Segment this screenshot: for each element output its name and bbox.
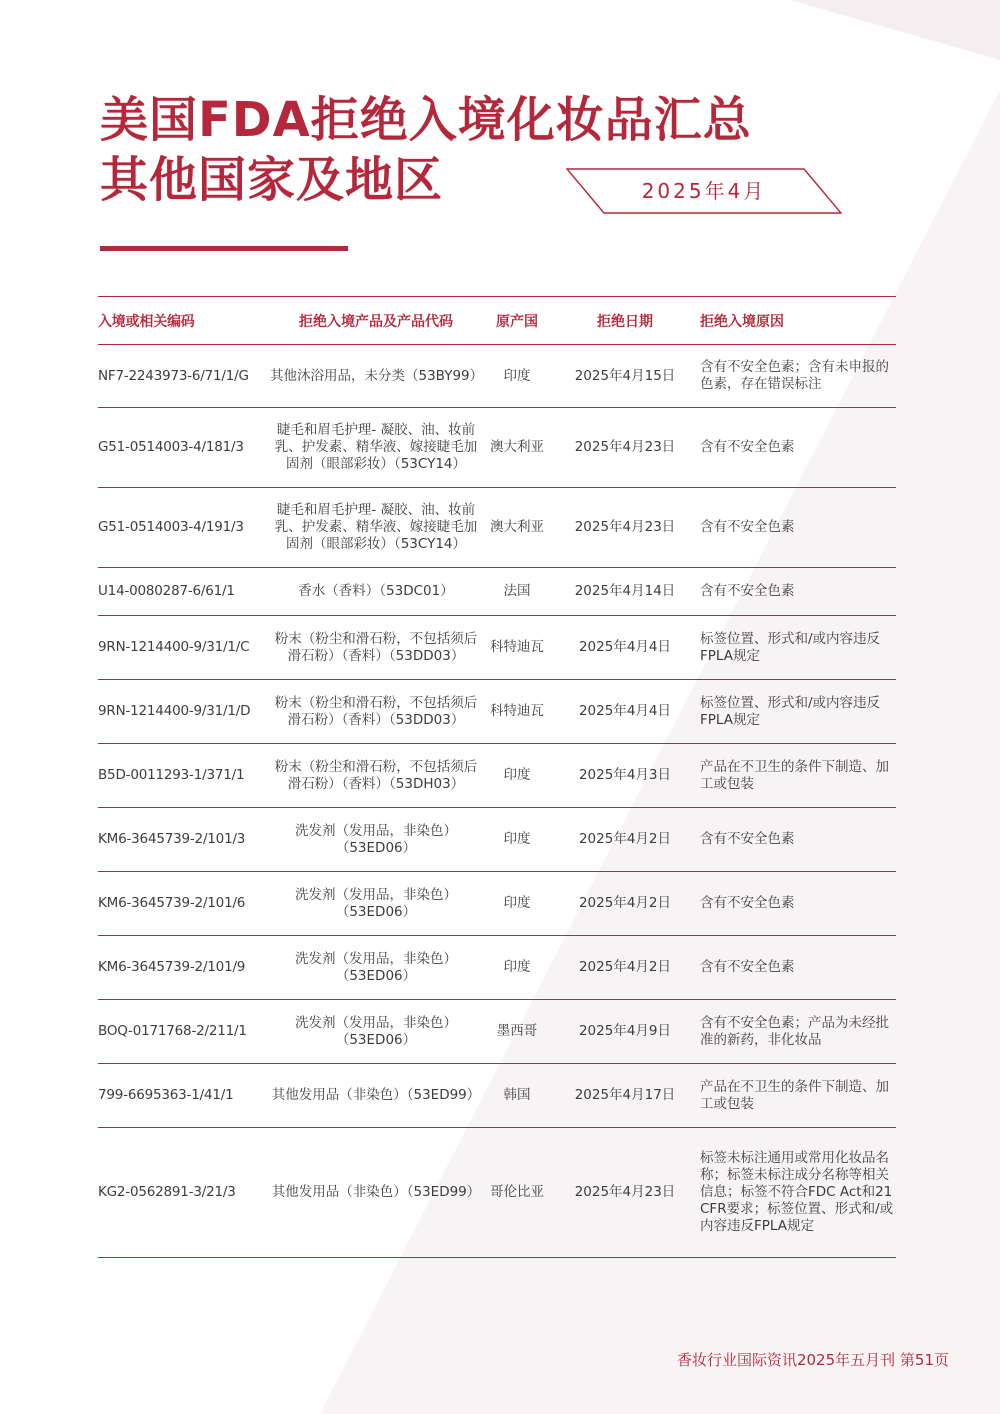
table-row — [98, 680, 896, 744]
cell-country: 韩国 — [484, 1064, 550, 1128]
cell-date: 2025年4月23日 — [550, 408, 700, 488]
cell-reason: 含有不安全色素；含有未申报的色素，存在错误标注 — [700, 345, 896, 408]
cell-code: KG2-0562891-3/21/3 — [98, 1128, 268, 1258]
cell-reason: 标签位置、形式和/或内容违反FPLA规定 — [700, 616, 896, 680]
title-underline — [100, 246, 348, 251]
cell-date: 2025年4月4日 — [550, 616, 700, 680]
cell-country: 印度 — [484, 872, 550, 936]
background-triangle-top — [790, 0, 1000, 60]
rejection-table — [98, 296, 896, 1258]
date-banner — [566, 168, 842, 214]
column-header-product: 拒绝入境产品及产品代码 — [268, 297, 484, 345]
table-row — [98, 408, 896, 488]
cell-product: 洗发剂（发用品，非染色）（53ED06） — [268, 1000, 484, 1064]
cell-code: G51-0514003-4/181/3 — [98, 408, 268, 488]
cell-reason: 含有不安全色素 — [700, 488, 896, 568]
cell-country: 科特迪瓦 — [484, 680, 550, 744]
cell-code: KM6-3645739-2/101/3 — [98, 808, 268, 872]
cell-product: 睫毛和眉毛护理- 凝胶、油、妆前乳、护发素、精华液、嫁接睫毛加固剂（眼部彩妆）（53CY14） — [268, 488, 484, 568]
table-row — [98, 872, 896, 936]
cell-country: 印度 — [484, 744, 550, 808]
cell-product: 其他沐浴用品，未分类（53BY99） — [268, 345, 484, 408]
column-header-date: 拒绝日期 — [550, 297, 700, 345]
cell-code: G51-0514003-4/191/3 — [98, 488, 268, 568]
cell-reason: 含有不安全色素 — [700, 936, 896, 1000]
cell-product: 粉末（粉尘和滑石粉，不包括须后滑石粉）（香料）（53DH03） — [268, 744, 484, 808]
cell-reason: 含有不安全色素；产品为未经批准的新药，非化妆品 — [700, 1000, 896, 1064]
cell-product: 洗发剂（发用品，非染色）（53ED06） — [268, 872, 484, 936]
table-row — [98, 488, 896, 568]
date-banner-text: 2025年4月 — [641, 179, 767, 203]
cell-date: 2025年4月15日 — [550, 345, 700, 408]
cell-product: 其他发用品（非染色）（53ED99） — [268, 1064, 484, 1128]
cell-country: 科特迪瓦 — [484, 616, 550, 680]
table-row — [98, 1000, 896, 1064]
cell-date: 2025年4月4日 — [550, 680, 700, 744]
cell-date: 2025年4月2日 — [550, 872, 700, 936]
cell-reason: 含有不安全色素 — [700, 808, 896, 872]
cell-country: 澳大利亚 — [484, 408, 550, 488]
cell-code: BOQ-0171768-2/211/1 — [98, 1000, 268, 1064]
cell-reason: 标签位置、形式和/或内容违反FPLA规定 — [700, 680, 896, 744]
table-row — [98, 568, 896, 616]
cell-code: 9RN-1214400-9/31/1/C — [98, 616, 268, 680]
cell-country: 澳大利亚 — [484, 488, 550, 568]
cell-code: KM6-3645739-2/101/6 — [98, 872, 268, 936]
cell-reason: 产品在不卫生的条件下制造、加工或包装 — [700, 744, 896, 808]
cell-product: 香水（香料）（53DC01） — [268, 568, 484, 616]
cell-code: KM6-3645739-2/101/9 — [98, 936, 268, 1000]
table-row — [98, 744, 896, 808]
column-header-code: 入境或相关编码 — [98, 297, 268, 345]
cell-date: 2025年4月2日 — [550, 936, 700, 1000]
cell-product: 洗发剂（发用品，非染色）（53ED06） — [268, 936, 484, 1000]
cell-country: 印度 — [484, 936, 550, 1000]
table-row — [98, 616, 896, 680]
cell-reason: 含有不安全色素 — [700, 408, 896, 488]
cell-date: 2025年4月14日 — [550, 568, 700, 616]
title-line-1: 美国FDA拒绝入境化妆品汇总 — [100, 92, 752, 148]
cell-code: 9RN-1214400-9/31/1/D — [98, 680, 268, 744]
cell-date: 2025年4月2日 — [550, 808, 700, 872]
table-row — [98, 1064, 896, 1128]
cell-date: 2025年4月9日 — [550, 1000, 700, 1064]
table-row — [98, 936, 896, 1000]
cell-product: 粉末（粉尘和滑石粉，不包括须后滑石粉）（香料）（53DD03） — [268, 680, 484, 744]
cell-product: 其他发用品（非染色）（53ED99） — [268, 1128, 484, 1258]
table-row — [98, 1128, 896, 1258]
cell-code: B5D-0011293-1/371/1 — [98, 744, 268, 808]
cell-country: 印度 — [484, 808, 550, 872]
title-line-2: 其他国家及地区 — [100, 152, 444, 208]
cell-date: 2025年4月23日 — [550, 1128, 700, 1258]
cell-product: 粉末（粉尘和滑石粉，不包括须后滑石粉）（香料）（53DD03） — [268, 616, 484, 680]
cell-date: 2025年4月23日 — [550, 488, 700, 568]
column-header-country: 原产国 — [484, 297, 550, 345]
table-row — [98, 345, 896, 408]
table-header-row — [98, 297, 896, 345]
cell-reason: 标签未标注通用或常用化妆品名称；标签未标注成分名称等相关信息；标签不符合FDC Act和21 CFR要求；标签位置、形式和/或内容违反FPLA规定 — [700, 1128, 896, 1258]
cell-product: 洗发剂（发用品，非染色）（53ED06） — [268, 808, 484, 872]
cell-country: 哥伦比亚 — [484, 1128, 550, 1258]
column-header-reason: 拒绝入境原因 — [700, 297, 896, 345]
cell-code: NF7-2243973-6/71/1/G — [98, 345, 268, 408]
cell-country: 墨西哥 — [484, 1000, 550, 1064]
cell-reason: 含有不安全色素 — [700, 872, 896, 936]
cell-product: 睫毛和眉毛护理- 凝胶、油、妆前乳、护发素、精华液、嫁接睫毛加固剂（眼部彩妆）（53CY14） — [268, 408, 484, 488]
cell-reason: 含有不安全色素 — [700, 568, 896, 616]
cell-code: 799-6695363-1/41/1 — [98, 1064, 268, 1128]
cell-code: U14-0080287-6/61/1 — [98, 568, 268, 616]
table-row — [98, 808, 896, 872]
cell-country: 法国 — [484, 568, 550, 616]
cell-date: 2025年4月17日 — [550, 1064, 700, 1128]
cell-country: 印度 — [484, 345, 550, 408]
cell-date: 2025年4月3日 — [550, 744, 700, 808]
page-footer: 香妆行业国际资讯2025年五月刊 第51页 — [676, 1351, 949, 1369]
cell-reason: 产品在不卫生的条件下制造、加工或包装 — [700, 1064, 896, 1128]
